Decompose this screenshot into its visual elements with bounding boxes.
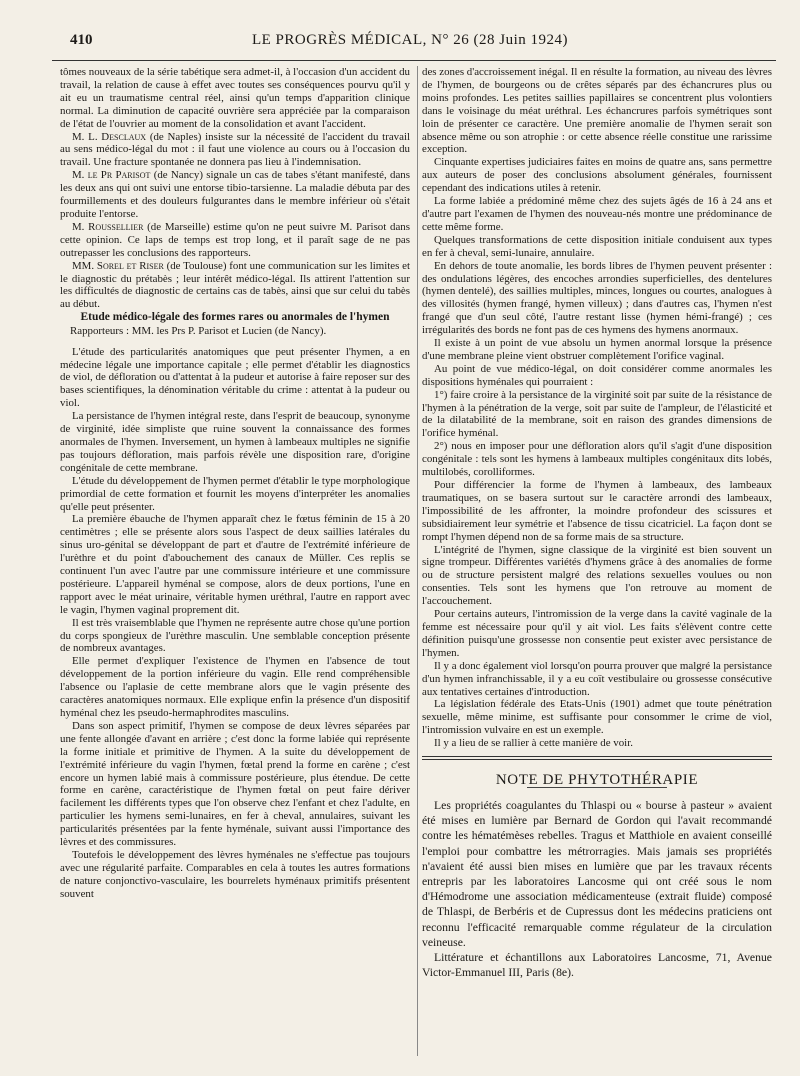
rapporteurs: Rapporteurs : MM. les Prs P. Parisot et Lucien (de Nancy). (70, 324, 327, 337)
paragraph: Toutefois le développement des lèvres hyménales ne s'effectue pas toujours avec une régularité parfaite. Comparables en cela à toutes les autres formations de nature conjonctivo-vasculaire, les bourrelets hyménaux primitifs présentent souvent (60, 848, 410, 900)
speaker-name: M. Roussellier (72, 220, 144, 233)
paragraph: Quelques transformations de cette disposition initiale conduisent aux types en fer à cheval, semi-lunaire, annulaire. (422, 233, 772, 259)
paragraph: L'étude des particularités anatomiques que peut présenter l'hymen, a en médecine légale une importance capitale ; elle permet d'établir les diagnostics de viol, de défloration ou d'attentat à la pudeur et autorise à faire reposer sur des bases scientifiques, la dénomination véritable du crime : attentat à la pudeur ou viol. (60, 345, 410, 410)
paragraph: Les propriétés coagulantes du Thlaspi ou « bourse à pasteur » avaient été mises en lumière par Bernard de Gordon qui l'avait recommandé contre les hématémèses rebelles. Tragus et Matthiole en avaient conseillé l'emploi pour combattre les métrorragies. Mais jamais ses propriétés n'avaient été aussi bien mises en lumière que par les travaux récents entrepris par les laboratoires Lancosme qui ont créé sous le nom d'Hémodrome une association médicamenteuse (extrait fluide) composé de Thlaspi, de Berbéris et de Cupressus dont les médecins praticiens ont reconnu l'efficacité remarquable comme régulateur de la circulation veineuse. (422, 798, 772, 949)
section-rule (422, 756, 772, 760)
paragraph (60, 260, 410, 312)
note-body (422, 798, 772, 980)
column-divider (417, 66, 418, 1056)
paragraph: Il est très vraisemblable que l'hymen ne représente autre chose qu'une portion du corps spongieux de l'urèthre masculin. Une semblable conception présente de nombreux avantages. (60, 616, 410, 655)
header-rule (52, 60, 776, 61)
paragraph: des zones d'accroissement inégal. Il en résulte la formation, au niveau des lèvres de l'hymen, de bourgeons ou de crêtes séparés par des échancrures plus ou moins profondes. Les petites saillies papillaires se concentrent plus volontiers dans le voisinage du méat uréthral. Les échancrures parfois symétriques sont loin de présenter ce caractère. Une première anomalie de l'hymen serait son absence même ou son atrophie : or cette absence réelle constitue une rarissime exception. (422, 66, 772, 156)
page-number: 410 (70, 32, 93, 48)
paragraph: L'étude du développement de l'hymen permet d'établir le type morphologique primordial de cette formation et fournit les moyens d'interpréter les anomalies qu'elle peut présenter. (60, 474, 410, 513)
paragraph: Pour certains auteurs, l'intromission de la verge dans la cavité vaginale de la femme est nécessaire pour qu'il y ait viol. Les faits s'élèvent contre cette définition puisqu'une grossesse non consentie peut exister avec persistance de l'hymen. (422, 608, 772, 659)
journal-title: LE PROGRÈS MÉDICAL, N° 26 (28 Juin 1924) (251, 32, 568, 48)
paragraph-text: (de Marseille) estime qu'on ne peut suivre M. Parisot dans cette opinion. Ce laps de temps est trop long, et il paraît sage de ne pas outrepasser les conclusions des rapporteurs. (60, 220, 410, 259)
paragraph (60, 221, 410, 260)
paragraph: 2°) nous en imposer pour une défloration alors qu'il s'agit d'une disposition congénitale : tels sont les hymens à lambeaux multiples congénitaux dits lobés, multilobés, corolliformes. (422, 440, 772, 479)
paragraph: Cinquante expertises judiciaires faites en moins de quatre ans, sans permettre aux auteurs de poser des conclusions absolument générales, fournissent cependant des indications utiles à retenir. (422, 156, 772, 195)
paragraph: En dehors de toute anomalie, les bords libres de l'hymen peuvent présenter : des ondulations légères, des encoches arrondies superficielles, des dentelures (hymen dentelé), des saillies multiples, minces, longues ou courtes, analogues à des villosités (hymen frangé, hymen villeux) ; dans d'autres cas, l'hymen n'est frangé que d'un seul côté, l'autre restant lisse (hymen hémi-frangé) ; ces irrégularités des bords ne font pas de ces hymens des hymens anormaux. (422, 259, 772, 337)
paragraph: Au point de vue médico-légal, on doit considérer comme anormales les dispositions hyménales qui pourraient : (422, 362, 772, 388)
paragraph: Il y a donc également viol lorsqu'on pourra prouver que malgré la persistance d'un hymen infranchissable, il y a eu coït vestibulaire ou grossesse consécutive aux tentatives certaines d'introduction. (422, 659, 772, 698)
section-title: Etude médico-légale des formes rares ou anormales de l'hymen (80, 311, 390, 324)
note-title: NOTE DE PHYTOTHÉRAPIE (495, 772, 699, 789)
paragraph: Pour différencier la forme de l'hymen à lambeaux, des lambeaux traumatiques, on se basera surtout sur le caractère arrondi des lambeaux, l'impossibilité de les affronter, la moindre profondeur des scissures et subsidiairement leur symétrie et l'absence de tissu cicatriciel. La façon dont se rompt l'hymen dépend non de sa forme mais de sa structure. (422, 479, 772, 543)
paragraph: La persistance de l'hymen intégral reste, dans l'esprit de beaucoup, synonyme de virginité, idée simpliste que ruine souvent la connaissance des formes anormales de l'hymen. Inversement, un hymen à lambeaux multiples ne signifie pas toujours défloration, mais parfois révèle une disposition rare, d'origine congénitale de cette membrane. (60, 410, 410, 474)
paragraph-text: (de Toulouse) font une communication sur les limites et le diagnostic du prétabès ; leur intérêt médico-légal. Ils attirent l'attention sur les difficultés de diagnostic de certains cas de tabès, ainsi que sur celui du tabès au début. (60, 259, 410, 311)
paragraph: La législation fédérale des Etats-Unis (1901) admet que toute pénétration sexuelle, même minime, est suffisante pour consommer le crime de viol, l'intromission vulvaire en est un exemple. (422, 698, 772, 737)
paragraph (60, 169, 410, 221)
paragraph: Littérature et échantillons aux Laboratoires Lancosme, 71, Avenue Victor-Emmanuel III, Paris (8e). (422, 950, 772, 980)
left-column (60, 66, 410, 901)
right-column (422, 66, 772, 980)
paragraph: Elle permet d'expliquer l'existence de l'hymen en l'absence de tout développement de la portion inférieure du vagin. Elle rend compréhensible l'absence ou l'aplasie de cette membrane alors que le vagin présente des caractères anatomiques normaux. Elle explique enfin la présence d'un dispositif hyménal chez les pseudo-hermaphrodites masculins. (60, 655, 410, 719)
paragraph: La forme labiée a prédominé même chez des sujets âgés de 16 à 24 ans et d'autre part l'examen de l'hymen des nouveau-nés montre une prédominance de cette même forme. (422, 195, 772, 233)
paragraph: La première ébauche de l'hymen apparaît chez le fœtus féminin de 15 à 20 centimètres ; elle se présente alors sous l'aspect de deux saillies latérales du sinus uro-génital se développant de part et d'autre de l'extrémité inférieure de l'urèthre et du point d'abouchement des canaux de Müller. Ces replis se continuent l'un avec l'autre par une commissure intérieure et une commissure postérieure. L'appareil hyménal se compose, alors de deux portions, l'une en rapport avec le méat urinaire, véritable hymen uréthral, l'autre en rapport avec le vagin, l'hymen vaginal proprement dit. (60, 513, 410, 616)
speaker-name: M. le Pr Parisot (72, 169, 151, 182)
paragraph (60, 131, 410, 170)
paragraph: Il existe à un point de vue absolu un hymen anormal lorsque la présence d'une membrane pleine vient obstruer complètement l'orifice vaginal. (422, 337, 772, 362)
speaker-name: M. L. Desclaux (72, 130, 147, 143)
paragraph: tômes nouveaux de la série tabétique sera admet-il, à l'occasion d'un accident du travail, la relation de cause à effet avec toutes ses conséquences pourvu qu'il y ait eu un traumatisme central réel, ainsi qu'un temps d'apparition clinique normal. La diminution de capacité ouvrière sera appréciée par la comparaison de l'état de l'ouvrier au moment de la consolidation et avant l'accident. (60, 66, 410, 130)
paragraph-text: (de Nancy) signale un cas de tabes s'étant manifesté, dans les deux ans qui ont suivi une entorse tibio-tarsienne. La maladie débuta par des fourmillements et des douleurs fulgurantes dans le membre inférieur où s'était produite l'entorse. (60, 169, 410, 220)
speaker-name: MM. Sorel et Riser (72, 259, 164, 272)
paragraph: Dans son aspect primitif, l'hymen se compose de deux lèvres séparées par une fente allongée d'avant en arrière ; c'est donc la forme labiée qui représente la forme initiale et primitive de l'hymen. A la suite du développement de l'extrémité inférieure du vagin l'hymen, fœtal prend la forme en carène ; c'est encore un hymen labié mais à commissure postérieure, plus étendue. De cette forme en carène, caractéristique de l'hymen fœtal on peut faire dériver facilement les différents types que l'on observe chez l'enfant et chez l'adulte, en particulier les hymens semi-lunaires, en fer à cheval, annulaires, suivant les particularités présentées par la fente hyménale, suivant aussi l'importance des lèvres et des commissures. (60, 719, 410, 849)
paragraph-text: (de Naples) insiste sur la nécessité de l'accident du travail au sens médico-légal du mot : il faut une violence au cours ou à l'occasion du travail. Une fracture spontanée ne donnera pas lieu à l'indemnisation. (60, 130, 410, 169)
paragraph: L'intégrité de l'hymen, signe classique de la virginité est bien souvent un signe trompeur. Différentes variétés d'hymens grâce à des anomalies de forme ou de structure persistent malgré des relations sexuelles voulues ou non consenties. Tels sont les hymens que l'on retrouve au moment de l'accouchement. (422, 543, 772, 608)
paragraph: Il y a lieu de se rallier à cette manière de voir. (434, 737, 633, 750)
paragraph: 1°) faire croire à la persistance de la virginité soit par suite de la résistance de l'hymen à la pénétration de la verge, soit par suite de l'ampleur, de l'élasticité et de la dilatabilité de la membrane, soit en raison des grandes dimensions de l'orifice hyménal. (422, 388, 772, 440)
page-header (50, 32, 770, 56)
